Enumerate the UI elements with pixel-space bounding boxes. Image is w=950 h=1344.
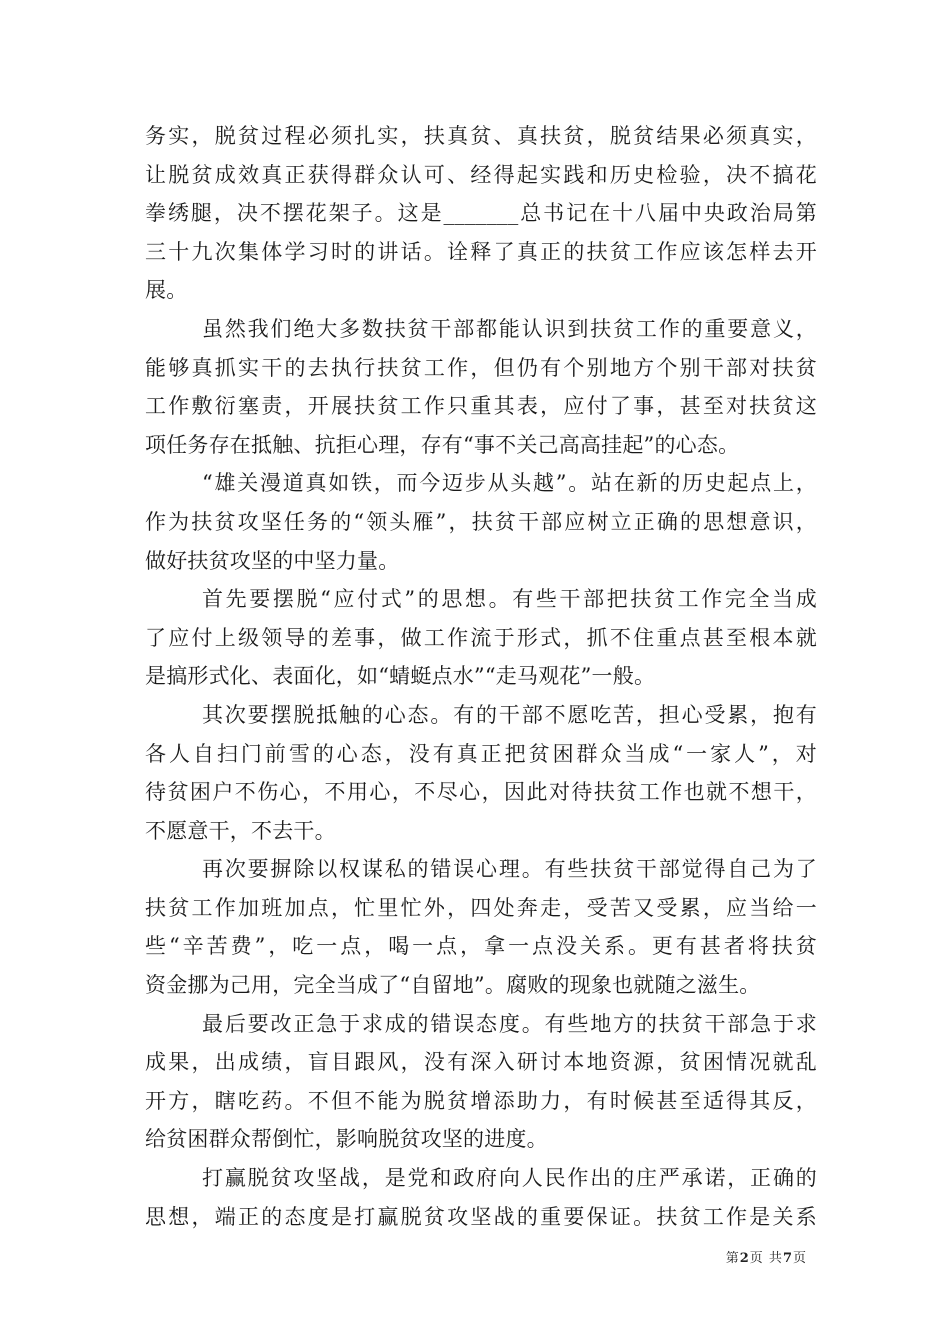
text-line: 待贫困户不伤心，不用心，不尽心，因此对待扶贫工作也就不想干， <box>145 780 817 805</box>
text-line: 给贫困群众帮倒忙，影响脱贫攻坚的进度。 <box>145 1127 548 1152</box>
text-line: 三十九次集体学习时的讲话。诠释了真正的扶贫工作应该怎样去开 <box>145 239 817 264</box>
text-line: 各人自扫门前雪的心态，没有真正把贫困群众当成“一家人”，对 <box>145 741 817 766</box>
current-page-number: 2 <box>739 1251 750 1266</box>
text-line: 拳绣腿，决不摆花架子。这是_______总书记在十八届中央政治局第 <box>145 201 817 226</box>
text-line: 展。 <box>145 278 188 303</box>
text-line: 再次要摒除以权谋私的错误心理。有些扶贫干部觉得自己为了 <box>202 857 817 882</box>
footer-suffix: 页 <box>792 1251 807 1266</box>
text-line: 能够真抓实干的去执行扶贫工作，但仍有个别地方个别干部对扶贫 <box>145 355 817 380</box>
footer-prefix: 第 <box>725 1251 740 1266</box>
page-number-footer <box>726 1247 807 1266</box>
footer-middle: 页 共 <box>749 1251 783 1266</box>
text-line: 成果，出成绩，盲目跟风，没有深入研讨本地资源，贫困情况就乱 <box>145 1050 817 1075</box>
paragraph <box>145 1159 817 1236</box>
text-line: 项任务存在抵触、抗拒心理，存有“事不关己高高挂起”的心态。 <box>145 432 740 457</box>
text-line: 了应付上级领导的差事，做工作流于形式，抓不住重点甚至根本就 <box>145 625 817 650</box>
text-line: 最后要改正急于求成的错误态度。有些地方的扶贫干部急于求 <box>202 1011 817 1036</box>
text-line: “雄关漫道真如铁，而今迈步从头越”。站在新的历史起点上， <box>202 471 817 496</box>
text-line: 资金挪为己用，完全当成了“自留地”。腐败的现象也就随之滋生。 <box>145 973 761 998</box>
text-line: 作为扶贫攻坚任务的“领头雁”，扶贫干部应树立正确的思想意识， <box>145 509 817 534</box>
paragraph <box>145 850 817 1004</box>
paragraph <box>145 310 817 464</box>
text-line: 打赢脱贫攻坚战，是党和政府向人民作出的庄严承诺，正确的 <box>202 1166 817 1191</box>
text-line: 让脱贫成效真正获得群众认可、经得起实践和历史检验，决不搞花 <box>145 162 817 187</box>
paragraph <box>145 1005 817 1159</box>
paragraph <box>145 696 817 850</box>
text-line: 虽然我们绝大多数扶贫干部都能认识到扶贫工作的重要意义， <box>202 316 817 341</box>
text-line: 些“辛苦费”，吃一点，喝一点，拿一点没关系。更有甚者将扶贫 <box>145 934 817 959</box>
text-line: 工作敷衍塞责，开展扶贫工作只重其表，应付了事，甚至对扶贫这 <box>145 394 817 419</box>
paragraph <box>145 464 817 580</box>
text-line: 首先要摆脱“应付式”的思想。有些干部把扶贫工作完全当成 <box>202 587 817 612</box>
text-line: 是搞形式化、表面化，如“蜻蜓点水”“走马观花”一般。 <box>145 664 656 689</box>
paragraph <box>145 580 817 696</box>
text-line: 思想，端正的态度是打赢脱贫攻坚战的重要保证。扶贫工作是关系 <box>145 1204 817 1229</box>
total-page-count: 7 <box>782 1251 793 1266</box>
paragraph-continued <box>145 117 817 310</box>
text-line: 扶贫工作加班加点，忙里忙外，四处奔走，受苦又受累，应当给一 <box>145 895 817 920</box>
text-line: 务实，脱贫过程必须扎实，扶真贫、真扶贫，脱贫结果必须真实， <box>145 124 817 148</box>
document-body <box>145 117 817 1236</box>
text-line: 做好扶贫攻坚的中坚力量。 <box>145 548 400 573</box>
text-line: 开方，瞎吃药。不但不能为脱贫增添助力，有时候甚至适得其反， <box>145 1088 817 1113</box>
text-line: 其次要摆脱抵触的心态。有的干部不愿吃苦，担心受累，抱有 <box>202 702 817 727</box>
text-line: 不愿意干，不去干。 <box>145 818 336 843</box>
